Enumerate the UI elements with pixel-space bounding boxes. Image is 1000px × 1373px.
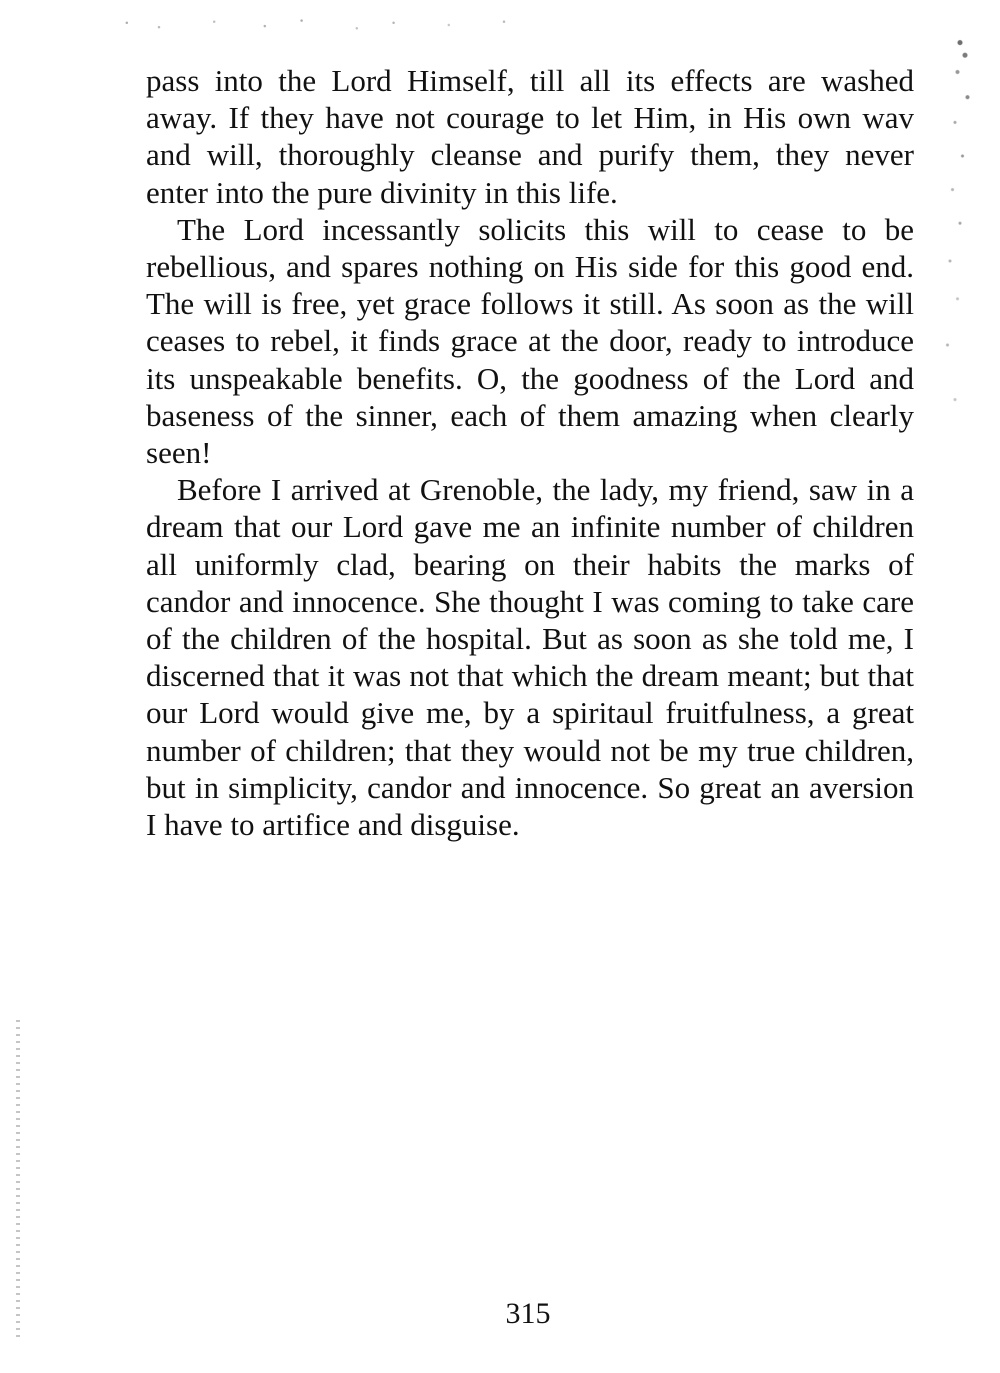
body-text xyxy=(146,62,914,843)
scan-artifact-right xyxy=(930,30,980,450)
paragraph-will-rebellion: The Lord incessantly solicits this will to cease to be rebellious, and spares nothing on His side for this good end. The will is free, yet grace follows it still. As soon as the will ceases to rebel, it finds grace at the door, ready to introduce its unspeakable benefits. O, the goodness of the Lord and baseness of the sinner, each of them amazing when clearly seen! xyxy=(146,211,914,471)
scan-artifact-left xyxy=(16,1020,20,1340)
scan-artifact-top xyxy=(90,14,550,36)
page-number: 315 xyxy=(505,1297,551,1330)
paragraph-continuation: pass into the Lord Himself, till all its effects are washed away. If they have not courage to let Him, in His own wav and will, thoroughly cleanse and purify them, they never enter into the pure divinity in this life. xyxy=(146,63,914,210)
paragraph-grenoble-dream: Before I arrived at Grenoble, the lady, my friend, saw in a dream that our Lord gave me an infinite number of children all uniformly clad, bearing on their habits the marks of candor and innocence. She thought I was coming to take care of the children of the hospital. But as soon as she told me, I discerned that it was not that which the dream meant; but that our Lord would give me, by a spiritaul fruitfulness, a great number of children; that they would not be my true children, but in simplicity, candor and innocence. So great an aversion I have to artifice and disguise. xyxy=(146,472,914,843)
